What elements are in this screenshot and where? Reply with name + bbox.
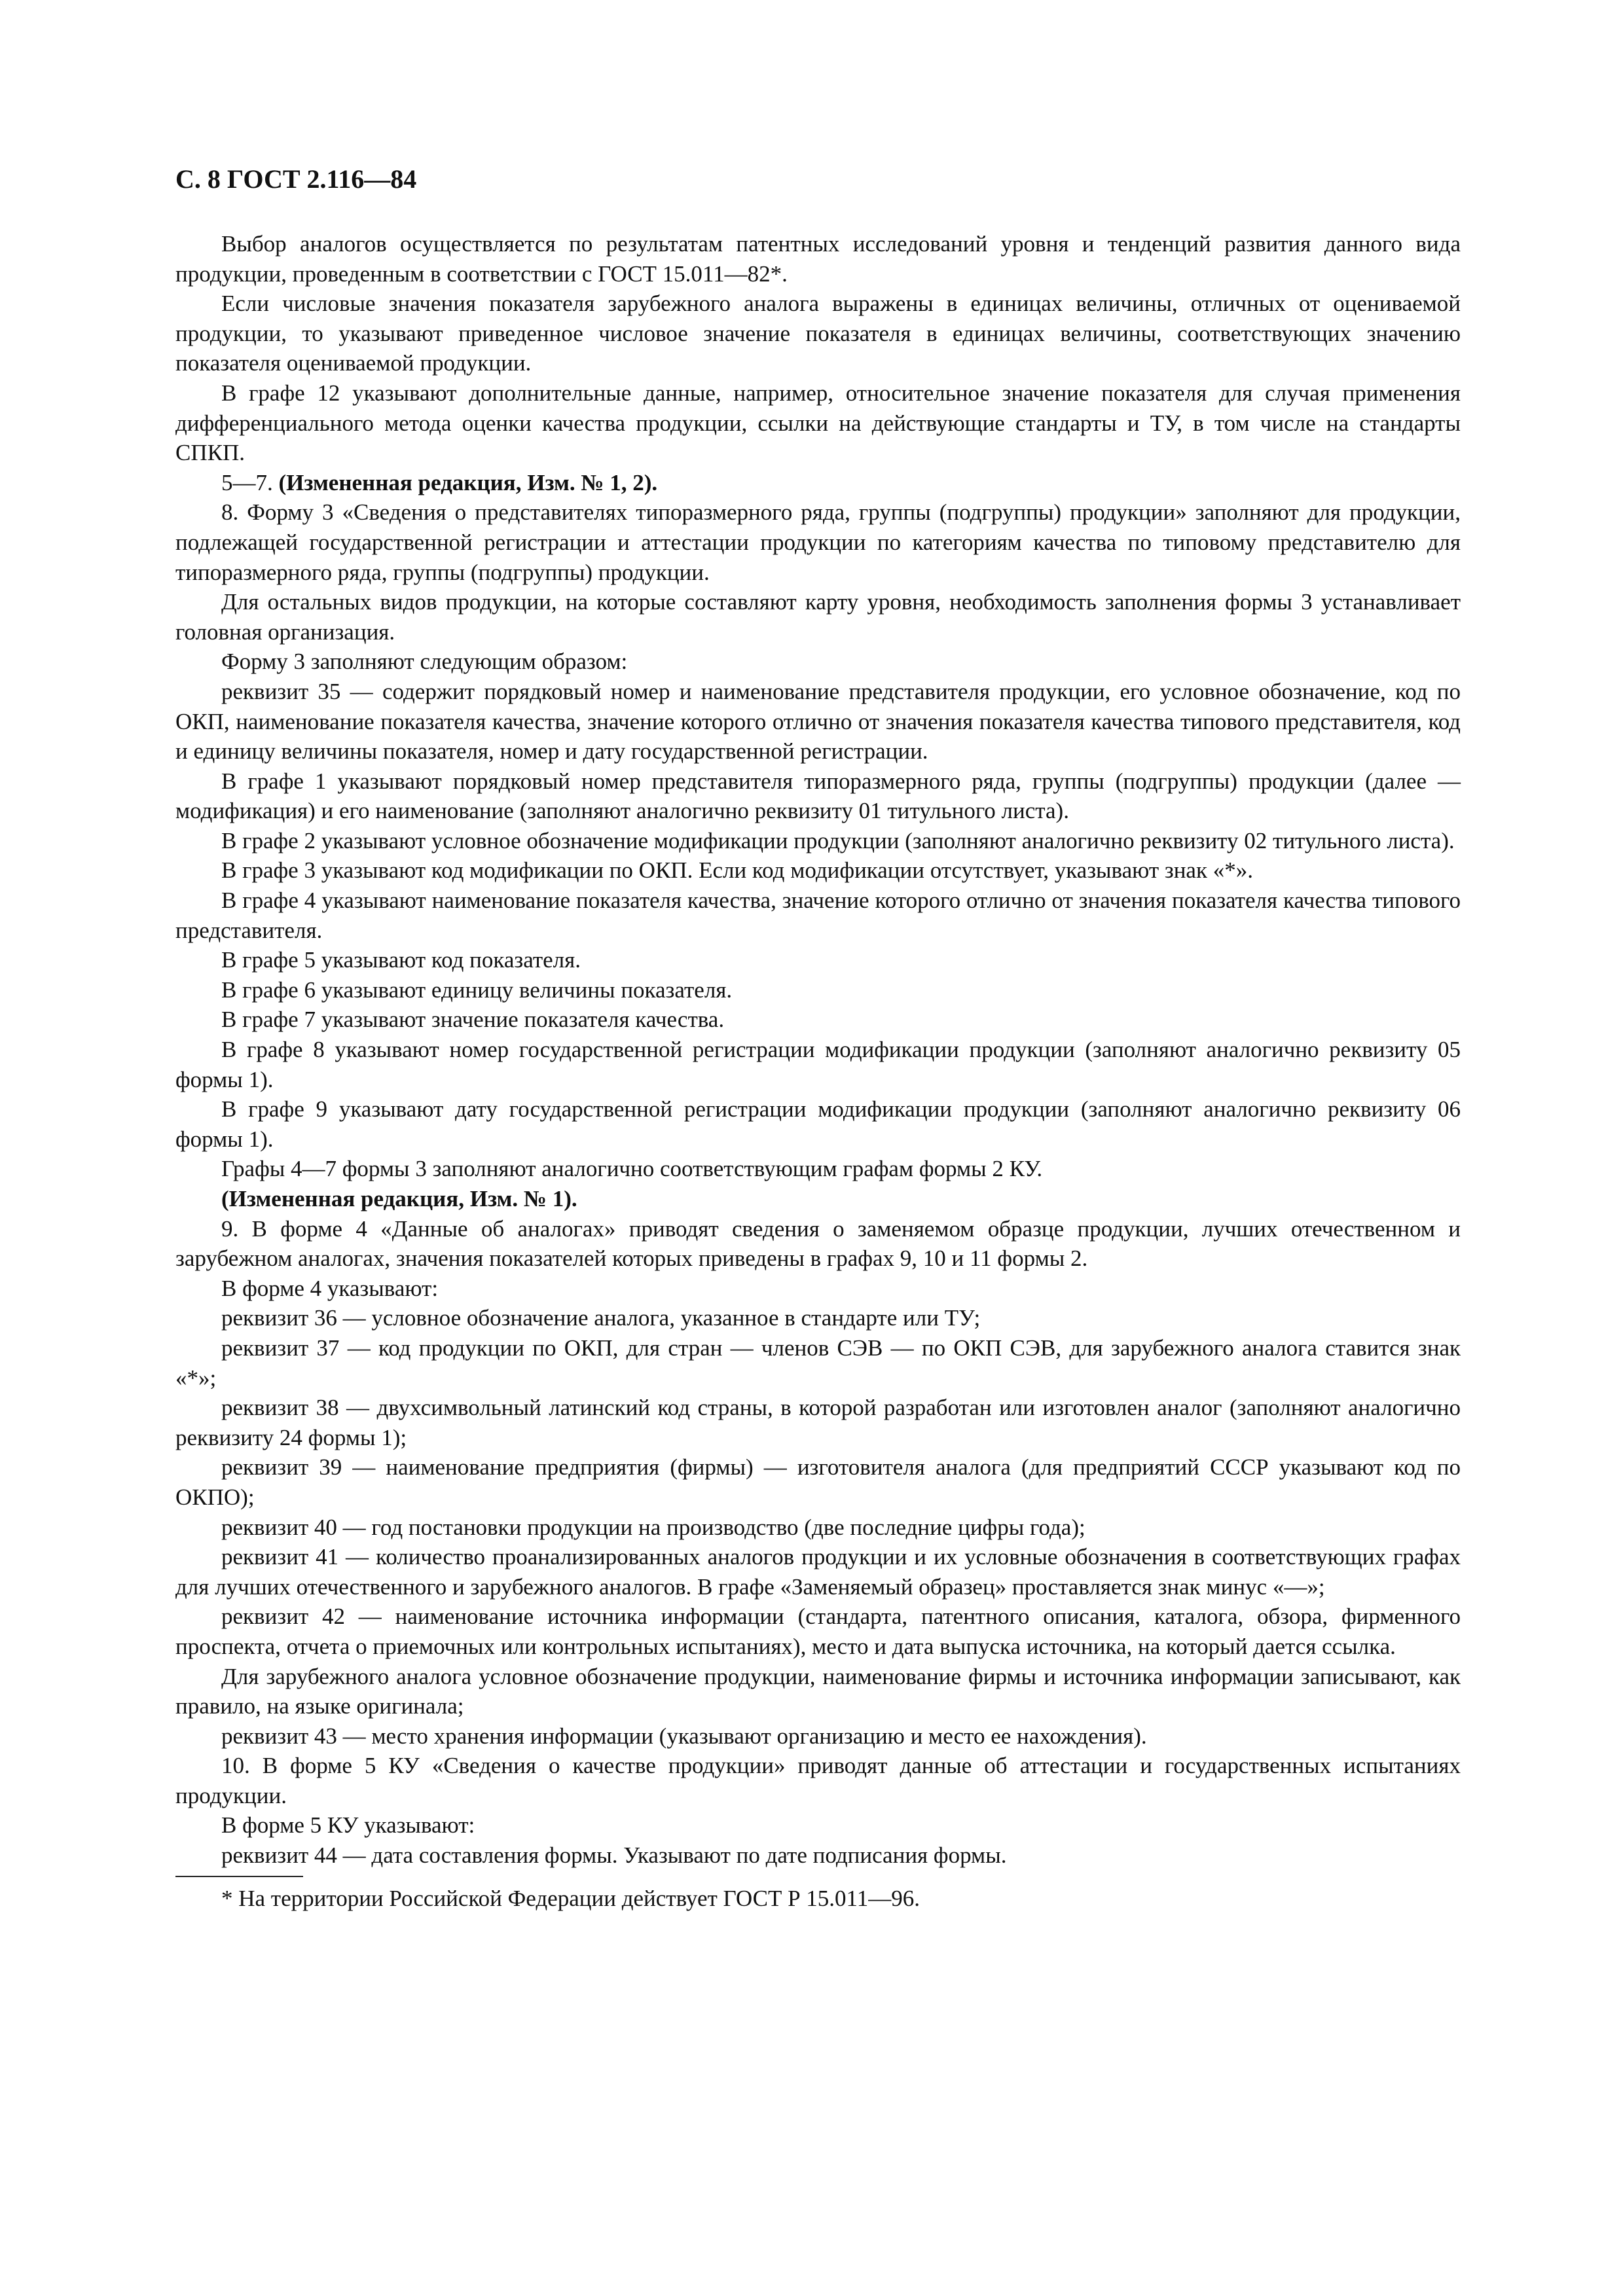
paragraph: В графе 2 указывают условное обозначение модификации продукции (заполняют аналогично реквизиту 02 титульного листа). <box>221 827 1455 853</box>
paragraph: Для остальных видов продукции, на которые составляют карту уровня, необходимость заполнения формы 3 устанавливает головная организация. <box>175 589 1461 645</box>
footnote-divider <box>175 1876 303 1877</box>
paragraph: В графе 8 указывают номер государственной регистрации модификации продукции (заполняют аналогично реквизиту 05 формы 1). <box>175 1037 1461 1092</box>
paragraph: Форму 3 заполняют следующим образом: <box>221 649 628 675</box>
paragraph: реквизит 43 — место хранения информации (указывают организацию и место ее нахождения). <box>221 1723 1147 1749</box>
revision-note-text: (Измененная редакция, Изм. № 1, 2). <box>278 469 658 495</box>
paragraph: Если числовые значения показателя зарубежного аналога выражены в единицах величины, отличных от оцениваемой продукции, то указывают приведенное числовое значение показателя в единицах величины, соответствующих значению показателя оцениваемой продукции. <box>175 291 1461 376</box>
paragraph: В графе 9 указывают дату государственной регистрации модификации продукции (заполняют аналогично реквизиту 06 формы 1). <box>175 1096 1461 1152</box>
paragraph: Графы 4—7 формы 3 заполняют аналогично соответствующим графам формы 2 КУ. <box>221 1156 1043 1182</box>
page-header: С. 8 ГОСТ 2.116—84 <box>175 164 417 194</box>
paragraph: В графе 6 указывают единицу величины показателя. <box>221 977 733 1003</box>
paragraph: 10. В форме 5 КУ «Сведения о качестве продукции» приводят данные об аттестации и государственных испытаниях продукции. <box>175 1753 1461 1808</box>
paragraph: реквизит 40 — год постановки продукции на производство (две последние цифры года); <box>221 1514 1085 1540</box>
paragraph: В графе 4 указывают наименование показателя качества, значение которого отлично от значения показателя качества типового представителя. <box>175 888 1461 943</box>
paragraph: В графе 7 указывают значение показателя качества. <box>221 1007 725 1033</box>
paragraph: 8. Форму 3 «Сведения о представителях типоразмерного ряда, группы (подгруппы) продукции» заполняют для продукции, подлежащей государственной регистрации и аттестации продукции по категориям качества по типовому представителю для типоразмерного ряда, группы (подгруппы) продукции. <box>175 499 1461 585</box>
paragraph: реквизит 44 — дата составления формы. Указывают по дате подписания формы. <box>221 1842 1007 1869</box>
paragraph: реквизит 39 — наименование предприятия (фирмы) — изготовителя аналога (для предприятий СССР указывают код по ОКПО); <box>175 1454 1461 1510</box>
paragraph: Для зарубежного аналога условное обозначение продукции, наименование фирмы и источника информации записывают, как правило, на языке оригинала; <box>175 1663 1461 1719</box>
paragraph: 9. В форме 4 «Данные об аналогах» приводят сведения о заменяемом образце продукции, лучших отечественном и зарубежном аналогах, значения показателей которых приведены в графах 9, 10 и 11 формы 2. <box>175 1215 1461 1272</box>
paragraph: реквизит 38 — двухсимвольный латинский код страны, в которой разработан или изготовлен аналог (заполняют аналогично реквизиту 24 формы 1); <box>175 1395 1461 1450</box>
revision-note-text: (Измененная редакция, Изм. № 1). <box>221 1186 577 1211</box>
paragraph: реквизит 35 — содержит порядковый номер и наименование представителя продукции, его условное обозначение, код по ОКП, наименование показателя качества, значение которого отлично от значения показателя качества типового представителя, код и единицу величины показателя, номер и дату государственной регистрации. <box>175 678 1461 764</box>
revision-note-number: 5—7. <box>221 469 273 495</box>
document-body <box>175 229 1461 1871</box>
paragraph: В форме 4 указывают: <box>221 1275 439 1301</box>
paragraph: реквизит 42 — наименование источника информации (стандарта, патентного описания, каталога, обзора, фирменного проспекта, отчета о приемочных или контрольных испытаниях), место и дата выпуска источника, на который дается ссылка. <box>175 1604 1461 1659</box>
paragraph: реквизит 37 — код продукции по ОКП, для стран — членов СЭВ — по ОКП СЭВ, для зарубежного аналога ставится знак «*»; <box>175 1335 1461 1391</box>
paragraph: реквизит 41 — количество проанализированных аналогов продукции и их условные обозначения в соответствующих графах для лучших отечественного и зарубежного аналогов. В графе «Заменяемый образец» проставляется знак минус «—»; <box>175 1544 1461 1600</box>
revision-note-1 <box>175 468 1461 498</box>
paragraph: В графе 12 указывают дополнительные данные, например, относительное значение показателя для случая применения дифференциального метода оценки качества продукции, ссылки на действующие стандарты и ТУ, в том числе на стандарты СПКП. <box>175 380 1461 466</box>
document-page <box>175 164 1461 1913</box>
paragraph: В графе 3 указывают код модификации по ОКП. Если код модификации отсутствует, указывают знак «*». <box>221 857 1253 884</box>
paragraph: В графе 5 указывают код показателя. <box>221 947 581 973</box>
paragraph: Выбор аналогов осуществляется по результатам патентных исследований уровня и тенденций развития данного вида продукции, проведенным в соответствии с ГОСТ 15.011—82*. <box>175 231 1461 287</box>
revision-note-2 <box>175 1184 1461 1214</box>
paragraph: реквизит 36 — условное обозначение аналога, указанное в стандарте или ТУ; <box>221 1305 981 1331</box>
paragraph: В форме 5 КУ указывают: <box>221 1812 475 1839</box>
paragraph: В графе 1 указывают порядковый номер представителя типоразмерного ряда, группы (подгруппы) продукции (далее — модификация) и его наименование (заполняют аналогично реквизиту 01 титульного листа). <box>175 768 1461 824</box>
footnote: * На территории Российской Федерации действует ГОСТ Р 15.011—96. <box>221 1885 921 1911</box>
